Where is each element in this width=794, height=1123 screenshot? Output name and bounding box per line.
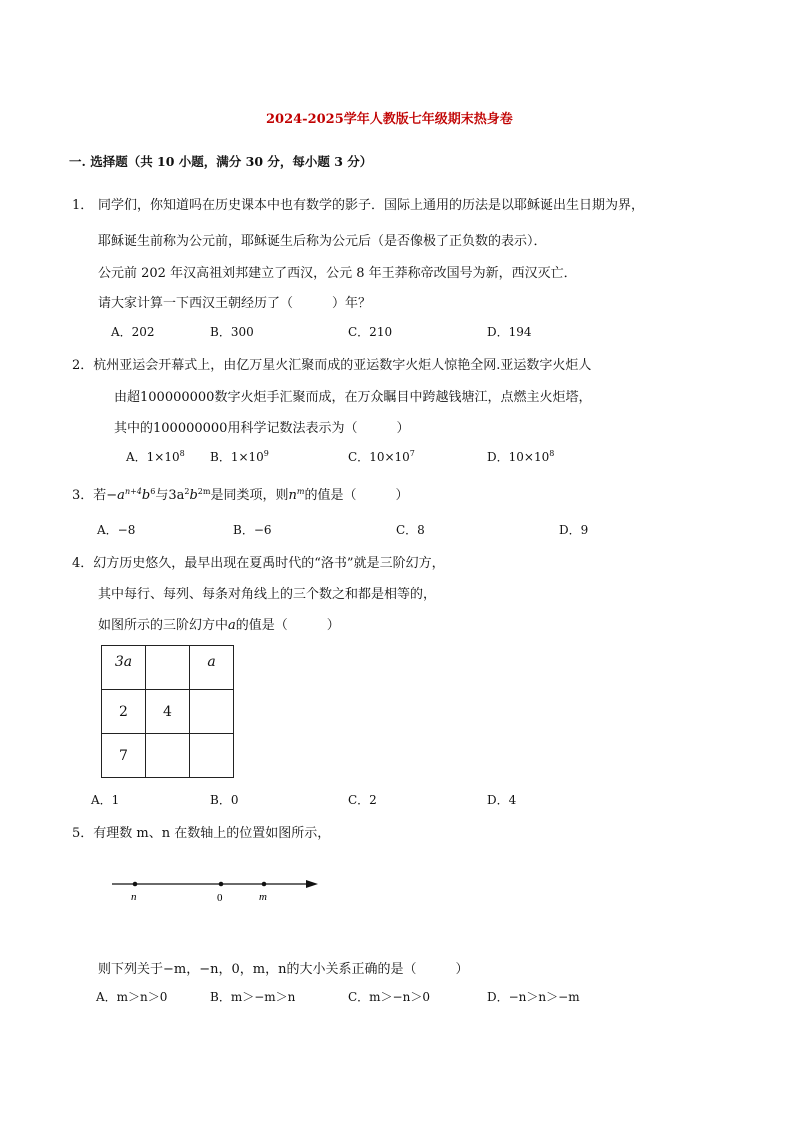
q2-option-a: A．$1\times 10^8$: [126, 449, 185, 464]
q5-option-a: A．m＞n＞0: [96, 990, 168, 1004]
number-line: [100, 870, 330, 910]
magic-square-cell: [146, 734, 190, 778]
label-m: m: [259, 891, 267, 903]
q4-option-d: D．4: [487, 793, 517, 807]
q5-option-c: C．m＞−n＞0: [348, 990, 430, 1004]
number-line-arrow-icon: [306, 880, 318, 888]
section-heading: 一. 选择题（共 10 小题，满分 30 分，每小题 3 分）: [69, 154, 373, 169]
magic-square-cell: 4: [146, 690, 190, 734]
question-1-line-1: 同学们，你知道吗在历史课本中也有数学的影子．国际上通用的历法是以耶稣诞出生日期为界，: [98, 198, 645, 213]
q3-option-b: B．−6: [233, 523, 272, 537]
page-title: 2024-2025学年人教版七年级期末热身卷: [266, 112, 513, 127]
q5-option-d: D．−n＞n＞−m: [487, 990, 580, 1004]
q3-option-a: A．−8: [97, 523, 136, 537]
q3-option-c: C．8: [396, 523, 425, 537]
label-n: n: [131, 891, 137, 903]
q1-option-c: C．210: [348, 325, 393, 339]
magic-square: [101, 645, 234, 778]
label-zero: 0: [217, 892, 223, 904]
question-5-line-1: 5．有理数 m、n 在数轴上的位置如图所示，: [72, 826, 331, 841]
point-n: [133, 882, 138, 887]
question-1-number: 1．: [72, 198, 94, 213]
magic-square-cell: [190, 734, 234, 778]
q4-option-c: C．2: [348, 793, 377, 807]
q1-option-a: A．202: [111, 325, 155, 339]
question-4-line-2: 其中每行、每列、每条对角线上的三个数之和都是相等的，: [98, 587, 437, 602]
question-2-line-3: 其中的100000000用科学记数法表示为（ ）: [114, 421, 410, 436]
question-3-stem: 3．若$-a^{n+4}b^6$与$3a^2b^{2m}$是同类项，则$n^m$的值是（ ）: [72, 487, 409, 503]
magic-square-cell: a: [190, 646, 234, 690]
question-4-line-1: 4．幻方历史悠久，最早出现在夏禹时代的“洛书”就是三阶幻方，: [72, 556, 445, 571]
q4-option-b: B．0: [210, 793, 239, 807]
question-4-line-3: 如图所示的三阶幻方中a的值是（ ）: [98, 618, 340, 633]
question-1-line-3: 公元前 202 年汉高祖刘邦建立了西汉，公元 8 年王莽称帝改国号为新，西汉灭亡．: [98, 266, 577, 281]
question-1-line-2: 耶稣诞生前称为公元前，耶稣诞生后称为公元后（是否像极了正负数的表示）．: [98, 234, 547, 249]
point-m: [262, 882, 267, 887]
question-2-line-1: 2．杭州亚运会开幕式上，由亿万星火汇聚而成的亚运数字火炬人惊艳全网.亚运数字火炬人: [72, 358, 592, 373]
magic-square-cell: [190, 690, 234, 734]
question-5-line-2: 则下列关于−m，−n，0，m，n的大小关系正确的是（ ）: [98, 962, 469, 977]
q2-option-d: D．$10\times 10^8$: [487, 449, 555, 464]
q3-option-d: D．9: [559, 523, 589, 537]
magic-square-cell: 2: [102, 690, 146, 734]
q5-option-b: B．m＞−m＞n: [210, 990, 296, 1004]
point-zero: [219, 882, 224, 887]
question-2-line-2: 由超100000000数字火炬手汇聚而成，在万众瞩目中跨越钱塘江，点燃主火炬塔，: [114, 390, 592, 405]
q4-option-a: A．1: [91, 793, 120, 807]
q2-option-b: B．$1\times 10^9$: [210, 449, 269, 464]
q2-option-c: C．$10\times 10^7$: [348, 449, 415, 464]
magic-square-cell: 3a: [102, 646, 146, 690]
magic-square-cell: 7: [102, 734, 146, 778]
question-1-line-4: 请大家计算一下西汉王朝经历了（ ）年？: [98, 296, 372, 311]
magic-square-cell: [146, 646, 190, 690]
q1-option-b: B．300: [210, 325, 254, 339]
q1-option-d: D．194: [487, 325, 532, 339]
